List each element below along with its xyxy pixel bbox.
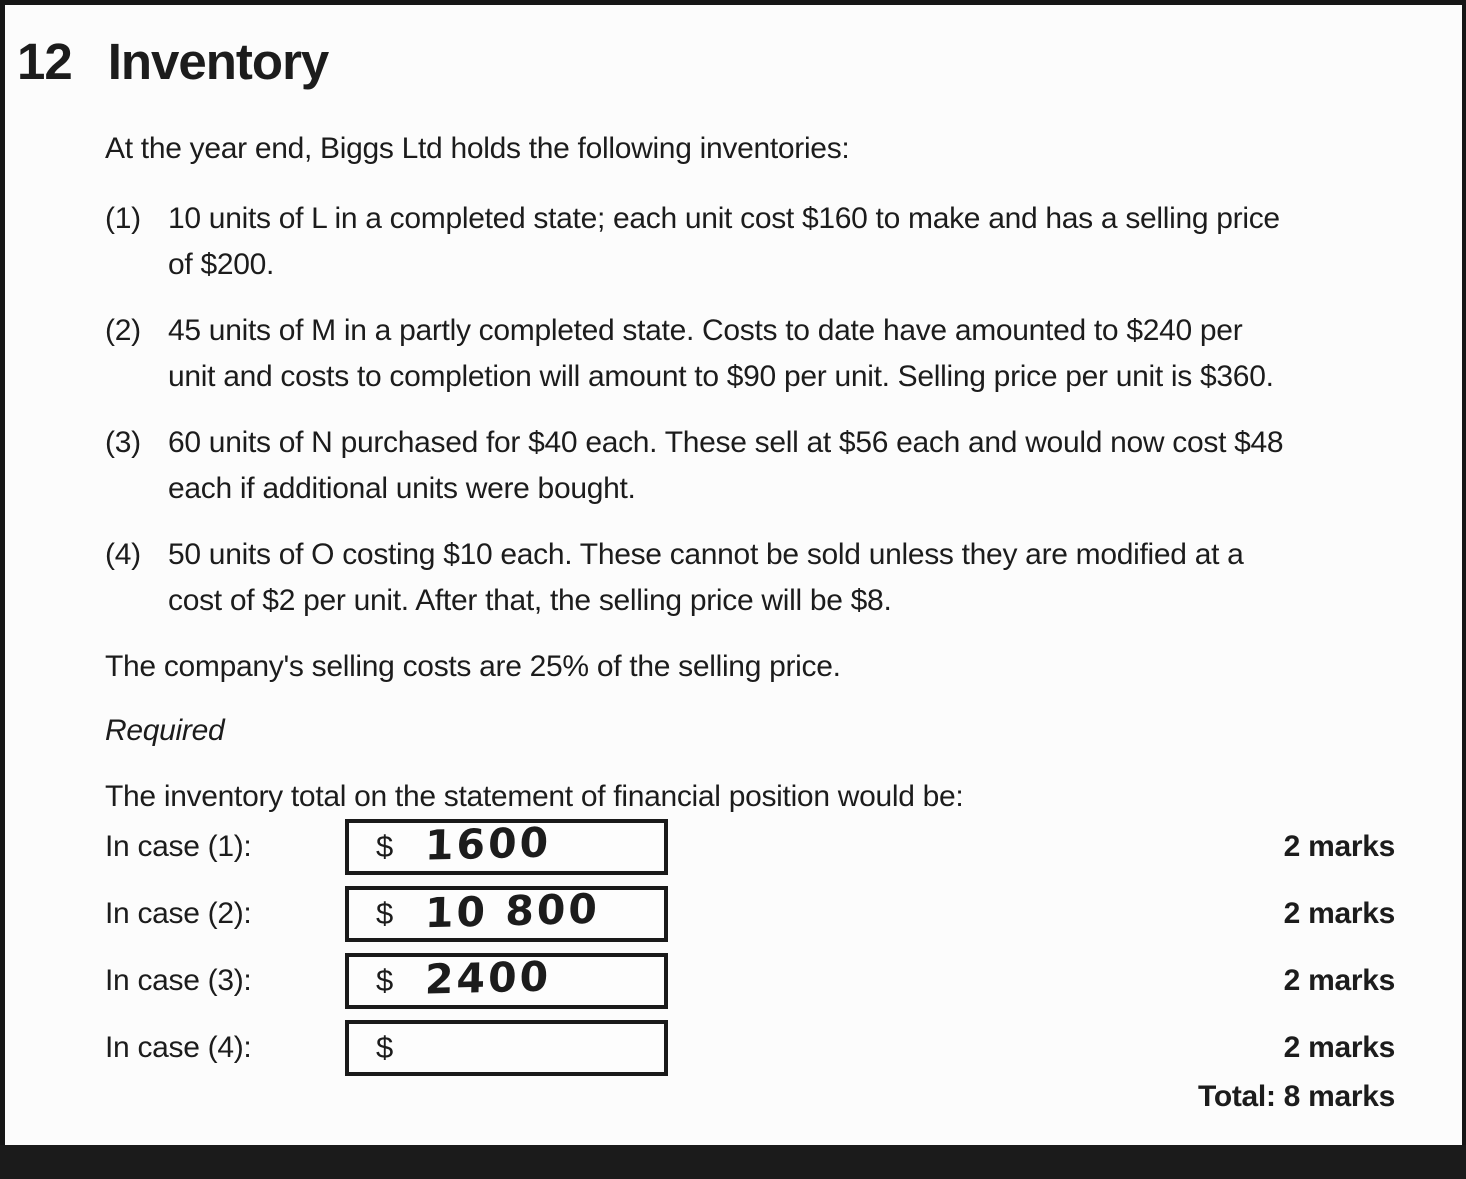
item-text <box>168 420 1395 512</box>
item-line: 45 units of M in a partly completed state. Costs to date have amounted to $240 per <box>168 314 1243 347</box>
answer-section <box>105 819 1395 1087</box>
inventory-item <box>105 420 1395 512</box>
answer-box[interactable] <box>345 1020 668 1076</box>
answer-row-label: In case (2): <box>105 897 252 930</box>
item-text <box>168 196 1395 288</box>
answer-row <box>105 886 1395 942</box>
item-number: (4) <box>105 538 141 571</box>
inventory-item <box>105 196 1395 288</box>
answer-box[interactable] <box>345 953 668 1009</box>
item-line: 60 units of N purchased for $40 each. These sell at $56 each and would now cost $48 <box>168 426 1284 459</box>
item-number: (1) <box>105 202 141 235</box>
marks-label: 2 marks <box>1283 897 1395 930</box>
selling-costs-note: The company's selling costs are 25% of the selling price. <box>105 650 841 683</box>
item-line: unit and costs to completion will amount to $90 per unit. Selling price per unit is $360. <box>168 360 1274 393</box>
question-body <box>105 126 1395 820</box>
dollar-sign: $ <box>376 829 393 864</box>
item-number: (2) <box>105 314 141 347</box>
dollar-sign: $ <box>376 963 393 998</box>
intro-text: At the year end, Biggs Ltd holds the following inventories: <box>105 132 850 165</box>
inventory-item <box>105 308 1395 400</box>
answer-row-label: In case (4): <box>105 1031 252 1064</box>
required-label: Required <box>105 714 225 747</box>
section-number: 12 <box>17 33 72 90</box>
marks-label: 2 marks <box>1283 964 1395 997</box>
item-line: each if additional units were bought. <box>168 472 636 505</box>
handwritten-answer: 1600 <box>424 818 552 870</box>
bottom-bar <box>0 1145 1466 1179</box>
item-line: 50 units of O costing $10 each. These cannot be sold unless they are modified at a <box>168 538 1244 571</box>
answer-row <box>105 953 1395 1009</box>
answer-row-label: In case (1): <box>105 830 252 863</box>
answer-row-label: In case (3): <box>105 964 252 997</box>
item-line: 10 units of L in a completed state; each unit cost $160 to make and has a selling price <box>168 202 1280 235</box>
item-number: (3) <box>105 426 141 459</box>
marks-label: 2 marks <box>1283 1031 1395 1064</box>
question-text: The inventory total on the statement of financial position would be: <box>105 780 964 813</box>
answer-box[interactable] <box>345 819 668 875</box>
item-line: cost of $2 per unit. After that, the selling price will be $8. <box>168 584 892 617</box>
handwritten-answer: 10 800 <box>424 884 601 938</box>
item-text <box>168 308 1395 400</box>
total-marks-label: Total: 8 marks <box>1198 1080 1395 1113</box>
inventory-item <box>105 532 1395 624</box>
item-line: of $200. <box>168 248 275 281</box>
marks-label: 2 marks <box>1283 830 1395 863</box>
section-heading <box>17 34 328 90</box>
dollar-sign: $ <box>376 896 393 931</box>
page-border-top <box>0 0 1466 5</box>
page-border-right <box>1462 0 1466 1145</box>
answer-row <box>105 1020 1395 1076</box>
item-text <box>168 532 1395 624</box>
page-border-left <box>0 0 5 1145</box>
answer-row <box>105 819 1395 875</box>
section-title: Inventory <box>107 33 329 90</box>
answer-box[interactable] <box>345 886 668 942</box>
handwritten-answer: 2400 <box>424 952 552 1004</box>
dollar-sign: $ <box>376 1030 393 1065</box>
